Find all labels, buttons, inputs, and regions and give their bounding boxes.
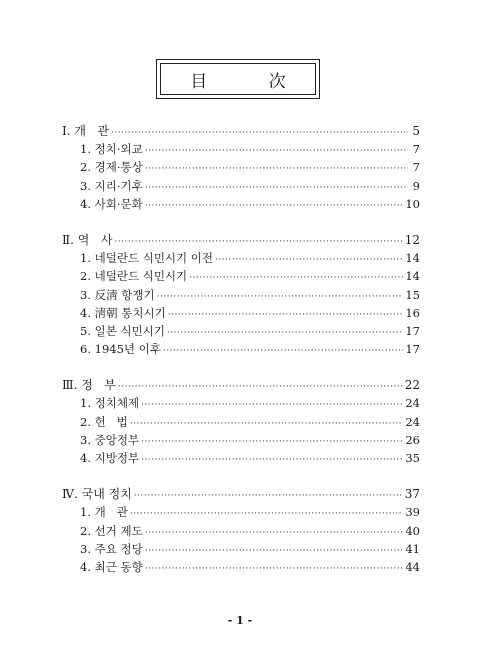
toc-section-4[interactable] xyxy=(62,485,420,503)
toc-item[interactable] xyxy=(62,249,420,267)
toc-item[interactable] xyxy=(62,322,420,340)
toc-section-label: Ⅰ. 개 관 xyxy=(62,124,109,138)
toc-item-label: 1. 정치·외교 xyxy=(80,142,143,157)
dot-leader xyxy=(111,124,408,142)
toc-section-3[interactable] xyxy=(62,376,420,394)
toc-item-label: 3. 중앙정부 xyxy=(80,432,140,447)
toc-section-label: Ⅳ. 국내 정치 xyxy=(62,487,132,502)
toc-item-label: 1. 개 관 xyxy=(80,505,128,520)
toc-page-number: 9 xyxy=(412,178,420,193)
toc-page-number: 7 xyxy=(412,160,420,175)
toc-item[interactable] xyxy=(62,304,420,322)
dot-leader xyxy=(145,179,408,197)
toc-page-number: 14 xyxy=(405,269,420,284)
toc-page-number: 44 xyxy=(405,559,420,574)
toc-item[interactable] xyxy=(62,503,420,521)
dot-leader xyxy=(118,378,403,396)
dot-leader xyxy=(189,269,403,287)
toc-page-number: 26 xyxy=(405,432,420,447)
toc-item-label: 4. 淸朝 통치시기 xyxy=(80,305,166,320)
toc-page-number: 39 xyxy=(405,505,420,520)
toc-item[interactable] xyxy=(62,158,420,176)
toc-item-label: 1. 정치체제 xyxy=(80,396,140,411)
toc-item-label: 3. 주요 정당 xyxy=(80,541,143,556)
toc-item-label: 3. 反淸 항쟁기 xyxy=(80,287,155,302)
toc-item-label: 4. 지방정부 xyxy=(80,451,140,465)
toc-page-number: 14 xyxy=(405,251,420,266)
toc-page-number: 40 xyxy=(405,523,420,538)
toc-item-label: 2. 경제·통상 xyxy=(80,160,143,175)
toc-page-number: 37 xyxy=(404,487,420,502)
toc-item-label: 2. 선거 제도 xyxy=(80,523,143,538)
dot-leader xyxy=(145,524,404,542)
toc-section-label: Ⅱ. 역 사 xyxy=(62,232,113,247)
toc-item[interactable] xyxy=(62,558,420,576)
toc-page-number: 17 xyxy=(405,342,420,357)
toc-item[interactable] xyxy=(62,195,420,213)
toc-item[interactable] xyxy=(62,267,420,285)
toc-item[interactable] xyxy=(62,540,420,558)
dot-leader xyxy=(141,396,403,414)
dot-leader xyxy=(134,487,403,505)
dot-leader xyxy=(145,560,404,578)
dot-leader xyxy=(167,324,403,342)
toc-page-number: 24 xyxy=(405,396,420,411)
dot-leader xyxy=(145,160,408,178)
dot-leader xyxy=(168,306,404,324)
toc-page-number: 15 xyxy=(405,287,420,302)
toc-item-label: 3. 지리·기후 xyxy=(80,178,143,193)
toc-page-number: 35 xyxy=(405,451,420,465)
dot-leader xyxy=(163,342,403,360)
toc-item-label: 2. 네덜란드 식민시기 xyxy=(80,269,188,284)
toc-item-label: 4. 최근 동향 xyxy=(80,559,143,574)
toc-item-label: 6. 1945년 이후 xyxy=(80,342,161,357)
toc-page-number: 10 xyxy=(405,196,420,211)
toc-item-label: 5. 일본 식민시기 xyxy=(80,323,165,338)
toc-page-number: 16 xyxy=(405,305,420,320)
dot-leader xyxy=(141,451,403,469)
toc-page-number: 17 xyxy=(405,323,420,338)
toc-item-label: 2. 헌 법 xyxy=(80,414,128,429)
toc-item-label: 4. 사회·문화 xyxy=(80,196,143,211)
dot-leader xyxy=(145,142,408,160)
dot-leader xyxy=(215,251,403,269)
toc-item[interactable] xyxy=(62,340,420,358)
toc-item[interactable] xyxy=(62,140,420,158)
toc-section-2[interactable] xyxy=(62,231,420,249)
dot-leader xyxy=(157,288,404,306)
toc-section-label: Ⅲ. 정 부 xyxy=(62,378,116,393)
toc-page-number: 24 xyxy=(405,414,420,429)
toc-page-number: 41 xyxy=(405,541,420,556)
dot-leader xyxy=(145,197,404,215)
toc-item[interactable] xyxy=(62,522,420,540)
dot-leader xyxy=(141,433,403,451)
dot-leader xyxy=(130,505,404,523)
dot-leader xyxy=(145,542,404,560)
toc-item[interactable] xyxy=(62,394,420,412)
toc-page-number: 5 xyxy=(412,124,420,138)
toc-page-number: 12 xyxy=(404,232,420,247)
toc-item[interactable] xyxy=(62,286,420,304)
table-of-contents xyxy=(62,122,420,576)
toc-item[interactable] xyxy=(62,431,420,449)
dot-leader xyxy=(130,415,404,433)
toc-item[interactable] xyxy=(62,413,420,431)
section-spacer xyxy=(62,467,420,485)
toc-item[interactable] xyxy=(62,449,420,467)
page-number-footer: - 1 - xyxy=(227,614,253,627)
toc-section-1[interactable] xyxy=(62,122,420,140)
toc-item[interactable] xyxy=(62,177,420,195)
toc-page-number: 22 xyxy=(404,378,420,393)
page-title: 目 次 xyxy=(160,63,316,95)
toc-item-label: 1. 네덜란드 식민시기 이전 xyxy=(80,251,214,266)
section-spacer xyxy=(62,358,420,376)
section-spacer xyxy=(62,213,420,231)
toc-page-number: 7 xyxy=(412,142,420,157)
